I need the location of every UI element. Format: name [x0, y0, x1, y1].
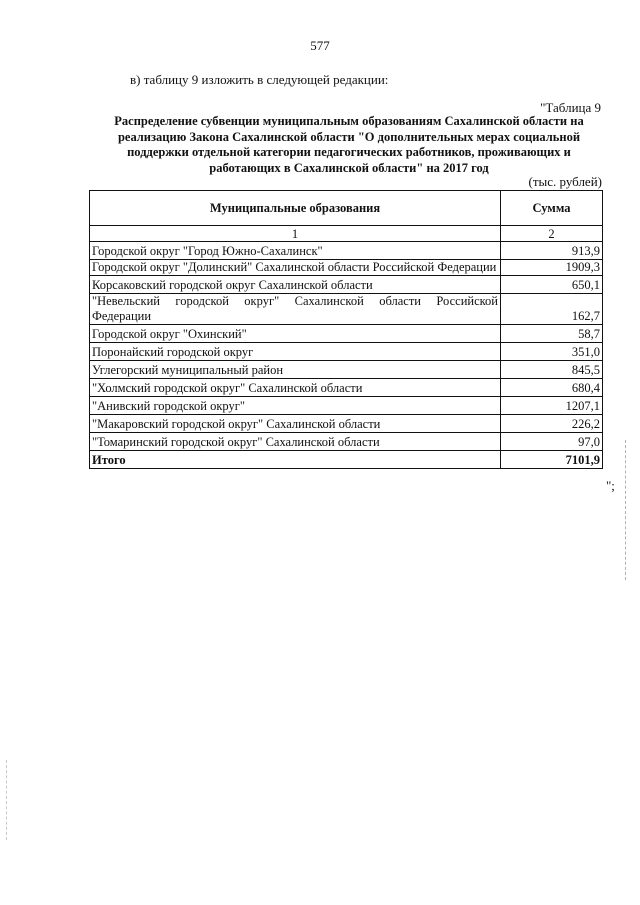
table-header-row	[90, 191, 603, 226]
row-value: 650,1	[501, 276, 603, 294]
total-value: 7101,9	[501, 451, 603, 469]
table-row	[90, 433, 603, 451]
table-row	[90, 294, 603, 325]
row-value: 1207,1	[501, 397, 603, 415]
row-name: "Невельский городской округ" Сахалинской области Российской Федерации	[90, 294, 501, 325]
subvention-table	[89, 190, 603, 469]
table-row	[90, 379, 603, 397]
header-amount: Сумма	[501, 191, 603, 226]
column-number-row	[90, 226, 603, 242]
table-row	[90, 325, 603, 343]
table-label: "Таблица 9	[540, 100, 601, 115]
row-value: 162,7	[501, 294, 603, 325]
column-number-1: 1	[90, 226, 501, 242]
row-value: 58,7	[501, 325, 603, 343]
row-name: Корсаковский городской округ Сахалинской области	[90, 276, 501, 294]
row-value: 1909,3	[501, 260, 603, 276]
row-name: "Холмский городской округ" Сахалинской области	[90, 379, 501, 397]
row-value: 226,2	[501, 415, 603, 433]
row-name: "Макаровский городской округ" Сахалинской области	[90, 415, 501, 433]
row-name: Городской округ "Город Южно-Сахалинск"	[90, 242, 501, 260]
intro-text: в) таблицу 9 изложить в следующей редакции:	[130, 72, 389, 87]
row-value: 913,9	[501, 242, 603, 260]
row-name: Поронайский городской округ	[90, 343, 501, 361]
row-name: "Томаринский городской округ" Сахалинской области	[90, 433, 501, 451]
table-row	[90, 242, 603, 260]
column-number-2: 2	[501, 226, 603, 242]
page-number: 577	[310, 38, 330, 53]
row-name: Городской округ "Долинский" Сахалинской области Российской Федерации	[90, 260, 501, 276]
header-municipalities: Муниципальные образования	[90, 191, 501, 226]
closing-quote-mark: ";	[606, 478, 615, 493]
row-name: "Анивский городской округ"	[90, 397, 501, 415]
row-value: 680,4	[501, 379, 603, 397]
row-value: 351,0	[501, 343, 603, 361]
row-name: Углегорский муниципальный район	[90, 361, 501, 379]
table-row	[90, 361, 603, 379]
scan-margin-marks-left	[6, 760, 9, 840]
table-row	[90, 397, 603, 415]
table-row	[90, 415, 603, 433]
total-label: Итого	[90, 451, 501, 469]
total-row	[90, 451, 603, 469]
row-value: 845,5	[501, 361, 603, 379]
table-row	[90, 276, 603, 294]
document-title: Распределение субвенции муниципальным образованиям Сахалинской области на реализацию Закона Сахалинской области "О дополнительных мерах социальной поддержки отдельной категории педагогических работников, проживающих и работающих в Сахалинской области" на 2017 год	[114, 114, 584, 175]
table-row	[90, 260, 603, 276]
row-value: 97,0	[501, 433, 603, 451]
table-row	[90, 343, 603, 361]
units-label: (тыс. рублей)	[528, 174, 602, 189]
row-name: Городской округ "Охинский"	[90, 325, 501, 343]
scan-margin-marks	[625, 440, 628, 580]
